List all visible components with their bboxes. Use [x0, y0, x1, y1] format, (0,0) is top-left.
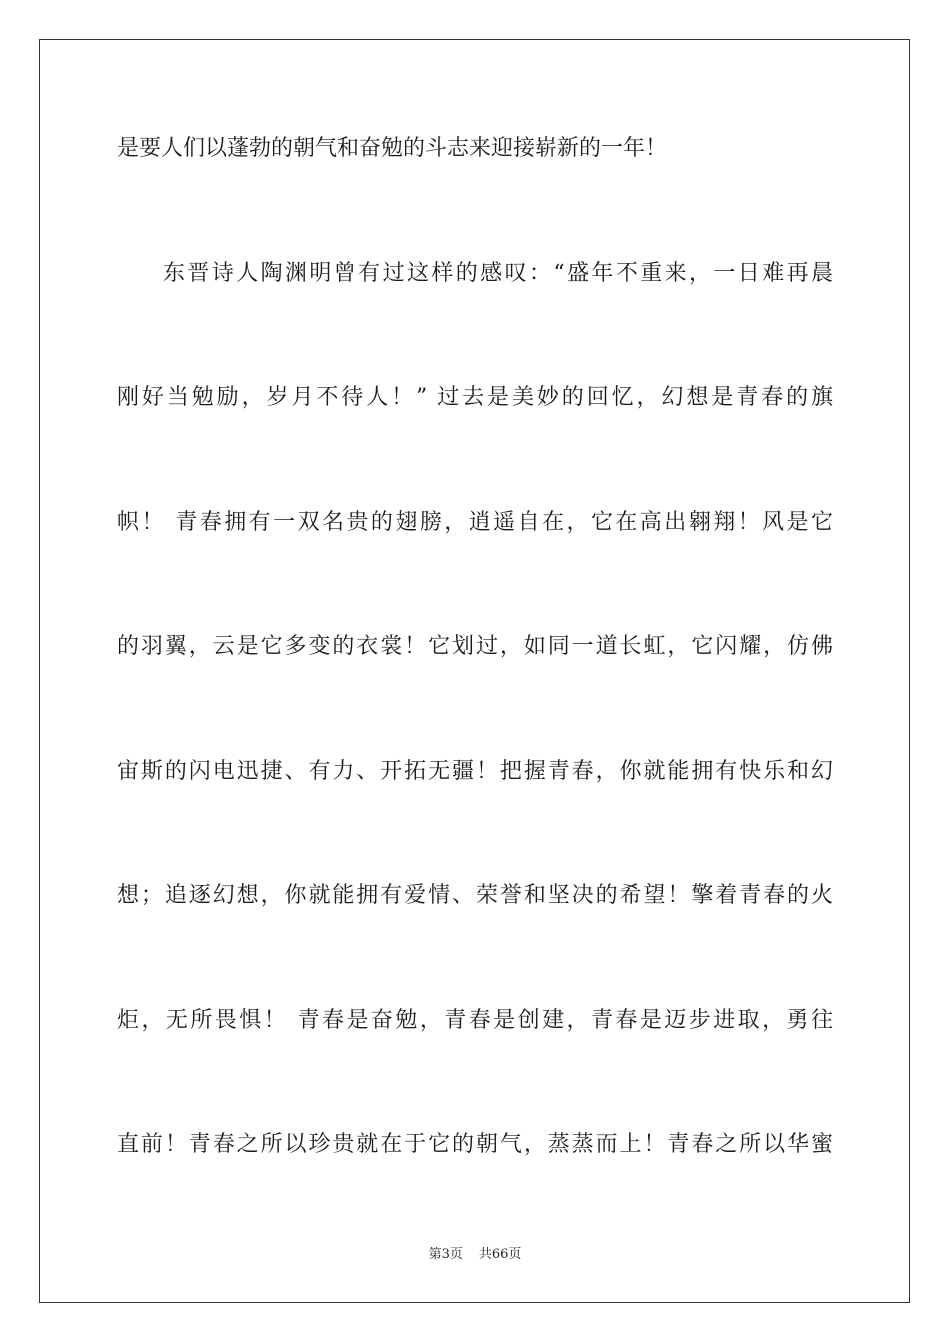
paragraph-line-2: 东晋诗人陶渊明曾有过这样的感叹：“盛年不重来，一日难再晨	[163, 261, 833, 286]
paragraph-line-5: 的羽翼，云是它多变的衣裳！它划过，如同一道长虹，它闪耀，仿佛	[117, 634, 833, 659]
paragraph-line-8: 炬，无所畏惧！ 青春是奋勉，青春是创建，青春是迈步进取，勇往	[117, 1008, 833, 1033]
page-number: 第3页	[428, 1247, 463, 1262]
paragraph-line-9: 直前！青春之所以珍贵就在于它的朝气，蒸蒸而上！青春之所以华蜜	[117, 1132, 833, 1157]
paragraph-line-7: 想；追逐幻想，你就能拥有爱情、荣誉和坚决的希望！擎着青春的火	[117, 883, 833, 908]
page-footer	[0, 1246, 950, 1264]
paragraph-line-1: 是要人们以蓬勃的朝气和奋勉的斗志来迎接崭新的一年！	[117, 136, 668, 161]
total-pages: 共66页	[478, 1247, 522, 1262]
paragraph-line-4: 帜！ 青春拥有一双名贵的翅膀，逍遥自在，它在高出翱翔！风是它	[117, 510, 833, 535]
paragraph-line-6: 宙斯的闪电迅捷、有力、开拓无疆！把握青春，你就能拥有快乐和幻	[117, 759, 833, 784]
paragraph-line-3: 刚好当勉励，岁月不待人！” 过去是美妙的回忆，幻想是青春的旗	[117, 385, 833, 410]
page-border	[39, 39, 910, 1303]
